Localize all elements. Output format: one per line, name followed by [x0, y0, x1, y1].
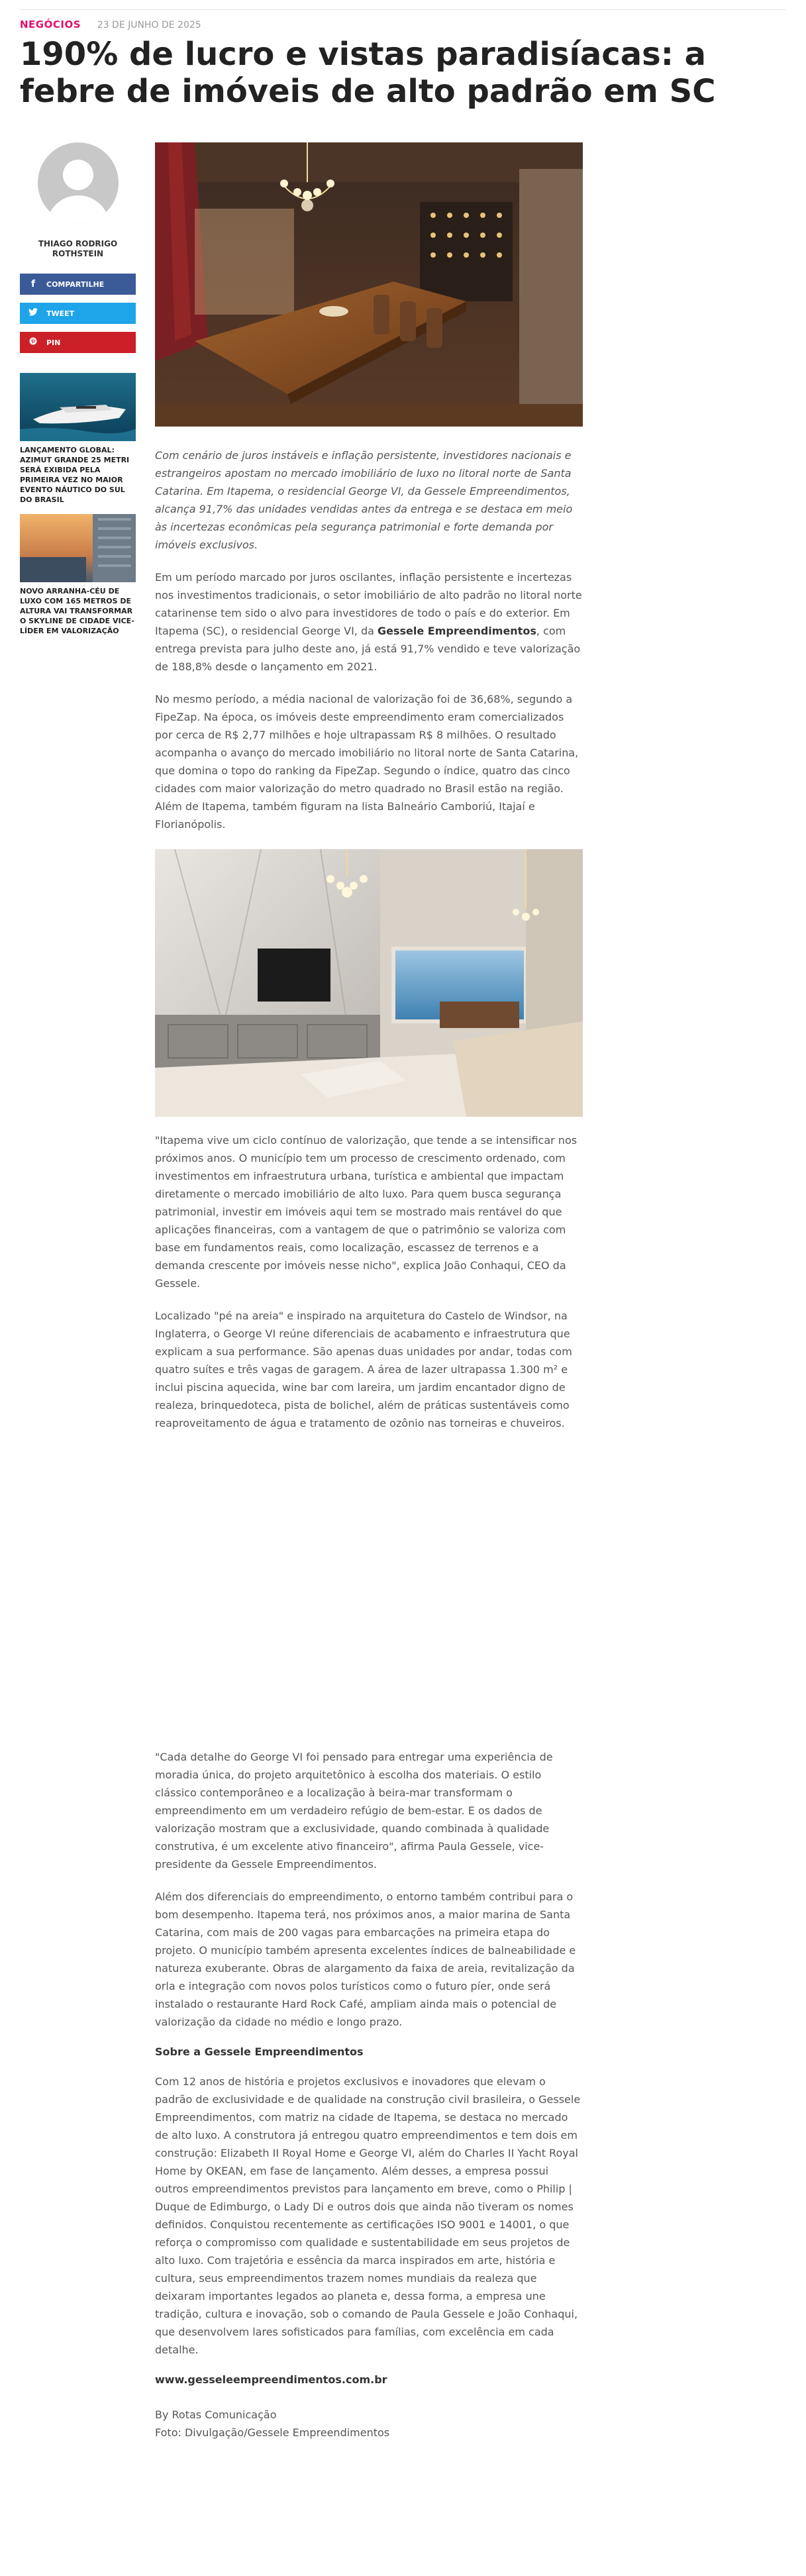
pinterest-share-button[interactable] — [20, 332, 136, 353]
press-credit: By Rotas Comunicação — [155, 2408, 277, 2421]
article-paragraph: "Cada detalhe do George VI foi pensado para entregar uma experiência de moradia única, do projeto arquitetônico à escolha dos materiais. O estilo clássico contemporâneo e a localização à beira-mar transformam o empreendimento em um verdadeiro refúgio de bem-estar. E os dados de valorização mostram que a exclusividade, quando combinada à qualidade construtiva, é um excelente ativo financeiro", afirma Paula Gessele, vice-presidente da Gessele Empreendimentos. — [155, 1751, 553, 1871]
related-post-title[interactable]: LANÇAMENTO GLOBAL: AZIMUT GRANDE 25 METRI SERÁ EXIBIDA PELA PRIMEIRA VEZ NO MAIOR EVENTO NÁUTICO DO SUL DO BRASIL — [20, 446, 130, 504]
article-paragraph: No mesmo período, a média nacional de valorização foi de 36,68%, segundo a FipeZap. Na época, os imóveis deste empreendimento eram comercializados por cerca de R$ 2,77 milhões e hoje ultrapassam R$ 8 milhões. O resultado acompanha o avanço do mercado imobiliário no litoral norte de Santa Catarina, que domina o topo do ranking da FipeZap. Segundo o índice, quatro das cinco cidades com maior valorização do metro quadrado no Brasil estão na região. Além de Itapema, também figuram na lista Balneário Camboriú, Itajaí e Florianópolis. — [155, 693, 579, 831]
category-link[interactable]: NEGÓCIOS — [20, 19, 81, 30]
twitter-share-button[interactable] — [20, 303, 136, 324]
share-buttons — [20, 274, 136, 353]
company-name: Gessele Empreendimentos — [378, 625, 536, 637]
twitter-bird-icon — [20, 308, 46, 319]
yacht-thumbnail[interactable] — [20, 373, 136, 441]
article-paragraph — [155, 568, 583, 676]
article-paragraph: Com 12 anos de história e projetos exclusivos e inovadores que elevam o padrão de exclusividade e de qualidade na construção civil brasileira, o Gessele Empreendimentos, com matriz na cidade de Itapema, se destaca no mercado de alto luxo. A construtora já entregou quatro empreendimentos e tem dois em construção: Elizabeth II Royal Home e George VI, além do Charles II Yacht Royal Home by OKEAN, em fase de lançamento. Além desses, a empresa possui outros empreendimentos previstos para lançamento em breve, como o Philip | Duque de Edimburgo, o Lady Di e outros dois que ainda não tiveram os nomes definidos. Conquistou recentemente as certificações ISO 9001 e 14001, o que reforça o compromisso com qualidade e sustentabilidade em seus projetos de alto luxo. Com trajetória e essência da marca inspirados em arte, história e cultura, seus empreendimentos trazem nomes mundiais da realeza que deixaram importantes legados ao planeta e, dessa forma, a empresa une tradição, cultura e inovação, sob o comando de Paula Gessele e João Conhaqui, que desenvolvem lares sofisticados para famílias, com excelência em cada detalhe. — [155, 2075, 581, 2356]
twitter-share-label: TWEET — [46, 309, 75, 318]
article-title: 190% de lucro e vistas paradisíacas: a febre de imóveis de alto padrão em SC — [20, 36, 716, 110]
website-link[interactable]: www.gesseleempreendimentos.com.br — [155, 2373, 387, 2386]
credit-spacer — [155, 2386, 583, 2406]
article-paragraph: "Itapema vive um ciclo contínuo de valorização, que tende a se intensificar nos próximos anos. O município tem um processo de crescimento ordenado, com investimentos em infraestrutura urbana, turística e ambiental que impactam diretamente o mercado imobiliário de alto luxo. Para quem busca segurança patrimonial, investir em imóveis aqui tem se mostrado mais rentável do que aplicações financeiras, com a vantagem de que o patrimônio se valoriza com base em fundamentos reais, como localização, escassez de terrenos e a demanda crescente por imóveis nesse nicho", explica João Conhaqui, CEO da Gessele. — [155, 1134, 578, 1290]
facebook-share-button[interactable] — [20, 274, 136, 295]
related-post[interactable] — [20, 514, 136, 636]
top-divider — [20, 9, 786, 10]
sidebar — [20, 142, 136, 645]
facebook-icon: f — [30, 279, 36, 289]
facebook-share-label: COMPARTILHE — [46, 280, 105, 289]
related-post-title[interactable]: NOVO ARRANHA-CÉU DE LUXO COM 165 METROS DE ALTURA VAI TRANSFORMAR O SKYLINE DE CIDADE VICE-LÍDER EM VALORIZAÇÃO — [20, 587, 134, 635]
publish-date: 23 DE JUNHO DE 2025 — [97, 20, 201, 30]
article-paragraph: Localizado "pé na areia" e inspirado na arquitetura do Castelo de Windsor, na Inglaterra, o George VI reúne diferenciais de acabamento e infraestrutura que explicam a sua performance. São apenas duas unidades por andar, todas com quatro suítes e três vagas de garagem. A área de lazer ultrapassa 1.300 m² e inclui piscina aquecida, wine bar com lareira, um jardim encantador digno de realeza, brinquedoteca, pista de bolichel, além de práticas sustentáveis como reaproveitamento de água e tratamento de ozônio nas torneiras e chuveiros. — [155, 1310, 572, 1429]
related-posts — [20, 373, 136, 636]
photo-credit: Foto: Divulgação/Gessele Empreendimentos — [155, 2426, 390, 2439]
section-subheading: Sobre a Gessele Empreendimentos — [155, 2045, 364, 2058]
author-avatar[interactable] — [38, 142, 119, 223]
paragraph-text: , com entrega prevista para julho deste ano, já está 91,7% vendido e teve valorização de 188,8% desde o lançamento em 2021. — [155, 625, 581, 673]
dining-room-photo — [155, 142, 583, 427]
pinterest-share-label: PIN — [46, 338, 61, 347]
paragraph-text: Em um período marcado por juros oscilantes, inflação persistente e incertezas nos investimentos tradicionais, o setor imobiliário de alto padrão no litoral norte catarinense tem sido o alvo para investidores de todo o país e do exterior. Em Itapema (SC), o residencial George VI, da — [155, 571, 582, 637]
article-paragraph: Além dos diferenciais do empreendimento, o entorno também contribui para o bom desempenho. Itapema terá, nos próximos anos, a maior marina de Santa Catarina, com mais de 200 vagas para embarcações na primeira etapa do projeto. O município também apresenta excelentes índices de balneabilidade e natureza exuberante. Obras de alargamento da faixa de areia, revitalização da orla e integração com novos polos turísticos como o futuro píer, onde será instalado o restaurante Hard Rock Café, ampliam ainda mais o potencial de valorização da cidade no médio e longo prazo. — [155, 1890, 576, 2028]
pinterest-icon — [20, 337, 46, 348]
article-body — [155, 142, 583, 2442]
living-room-photo — [155, 849, 583, 1117]
related-post[interactable] — [20, 373, 136, 505]
author-name[interactable]: THIAGO RODRIGO ROTHSTEIN — [38, 239, 118, 258]
embed-spacer — [155, 1432, 583, 1733]
article-meta — [20, 19, 201, 30]
article-lead: Com cenário de juros instáveis e inflação persistente, investidores nacionais e estrangeiros apostam no mercado imobiliário de luxo no litoral norte de Santa Catarina. Em Itapema, o residencial George VI, da Gessele Empreendimentos, alcança 91,7% das unidades vendidas antes da entrega e se destaca em meio às incertezas econômicas pela segurança patrimonial e forte demanda por imóveis exclusivos. — [155, 449, 573, 551]
skyscraper-thumbnail[interactable] — [20, 514, 136, 582]
